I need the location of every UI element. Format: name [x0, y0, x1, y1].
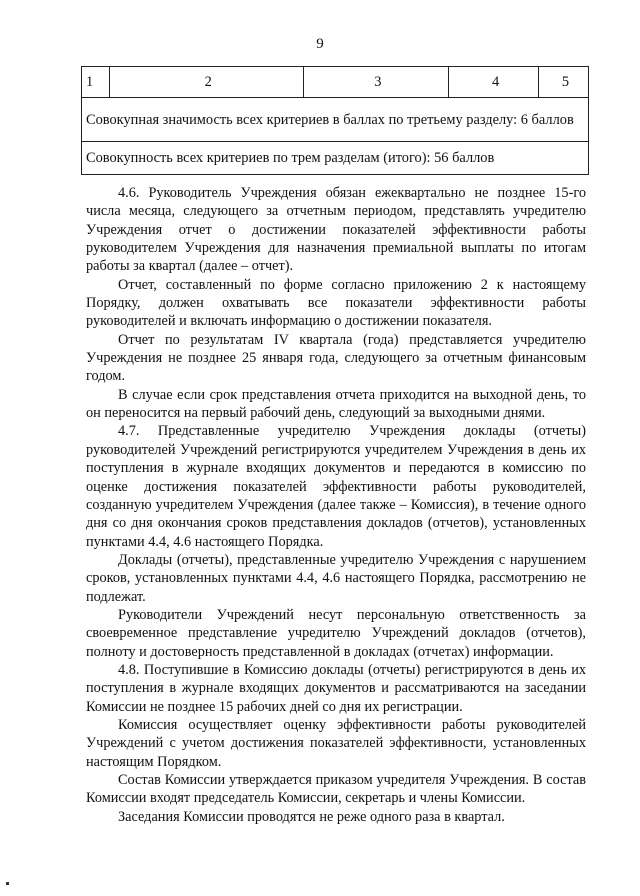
- paragraph: Комиссия осуществляет оценку эффективности работы руководителей Учреждений с учетом достижения показателей эффективности, установленных настоящим Порядком.: [86, 716, 586, 770]
- paragraph: Руководители Учреждений несут персональную ответственность за своевременное представление учредителю Учреждений докладов (отчетов), полноту и достоверность представленной в докладах (отчетах) информации.: [86, 606, 586, 660]
- paragraph: 4.6. Руководитель Учреждения обязан ежеквартально не позднее 15-го числа месяца, следующего за отчетным периодом, представлять учредителю Учреждения отчет о достижении показателей эффективности работы руководителем Учреждения для назначения премиальной выплаты по итогам работы за квартал (далее – отчет).: [86, 185, 586, 275]
- column-number-cell: 4: [449, 67, 539, 98]
- all-sections-total-cell: Совокупность всех критериев по трем разделам (итого): 56 баллов: [82, 142, 589, 175]
- paragraph: 4.8. Поступившие в Комиссию доклады (отчеты) регистрируются в день их поступления в журнале входящих документов и рассматриваются на заседании Комиссии не позднее 15 рабочих дней со дня их регистрации.: [86, 661, 586, 715]
- criteria-table: [81, 66, 589, 175]
- paragraph: Заседания Комиссии проводятся не реже одного раза в квартал.: [118, 808, 505, 825]
- scan-speck: [6, 882, 9, 885]
- table-header-row: [82, 67, 589, 98]
- column-number-cell: 2: [109, 67, 303, 98]
- table-row: [82, 98, 589, 142]
- column-number-cell: 3: [303, 67, 449, 98]
- third-section-total-cell: Совокупная значимость всех критериев в баллах по третьему разделу: 6 баллов: [82, 98, 589, 142]
- table-row: [82, 142, 589, 175]
- paragraph: 4.7. Представленные учредителю Учреждения доклады (отчеты) руководителей Учреждений регистрируются учредителем Учреждения в день их поступления в журнале входящих документов и передаются в комиссию по оценке достижения показателей эффективности работы руководителей, созданную учредителем Учреждения (далее также – Комиссия), в течение одного дня со дня окончания сроков представления докладов (отчетов), установленных пунктами 4.4, 4.6 настоящего Порядка.: [86, 423, 586, 550]
- paragraph: Отчет по результатам IV квартала (года) представляется учредителю Учреждения не позднее 25 января года, следующего за отчетным финансовым годом.: [86, 331, 586, 385]
- page-number: 9: [316, 36, 324, 52]
- paragraph: Отчет, составленный по форме согласно приложению 2 к настоящему Порядку, должен охватывать все показатели эффективности работы руководителей и включать информацию о достижении показателя.: [86, 276, 586, 330]
- paragraph: Состав Комиссии утверждается приказом учредителя Учреждения. В состав Комиссии входят председатель Комиссии, секретарь и члены Комиссии.: [86, 772, 586, 807]
- paragraph: Доклады (отчеты), представленные учредителю Учреждения с нарушением сроков, установленных пунктами 4.4, 4.6 настоящего Порядка, рассмотрению не подлежат.: [86, 551, 586, 605]
- column-number-cell: 1: [82, 67, 110, 98]
- body-text: [86, 184, 586, 826]
- column-number-cell: 5: [539, 67, 589, 98]
- paragraph: В случае если срок представления отчета приходится на выходной день, то он переносится на первый рабочий день, следующий за выходными днями.: [86, 386, 586, 422]
